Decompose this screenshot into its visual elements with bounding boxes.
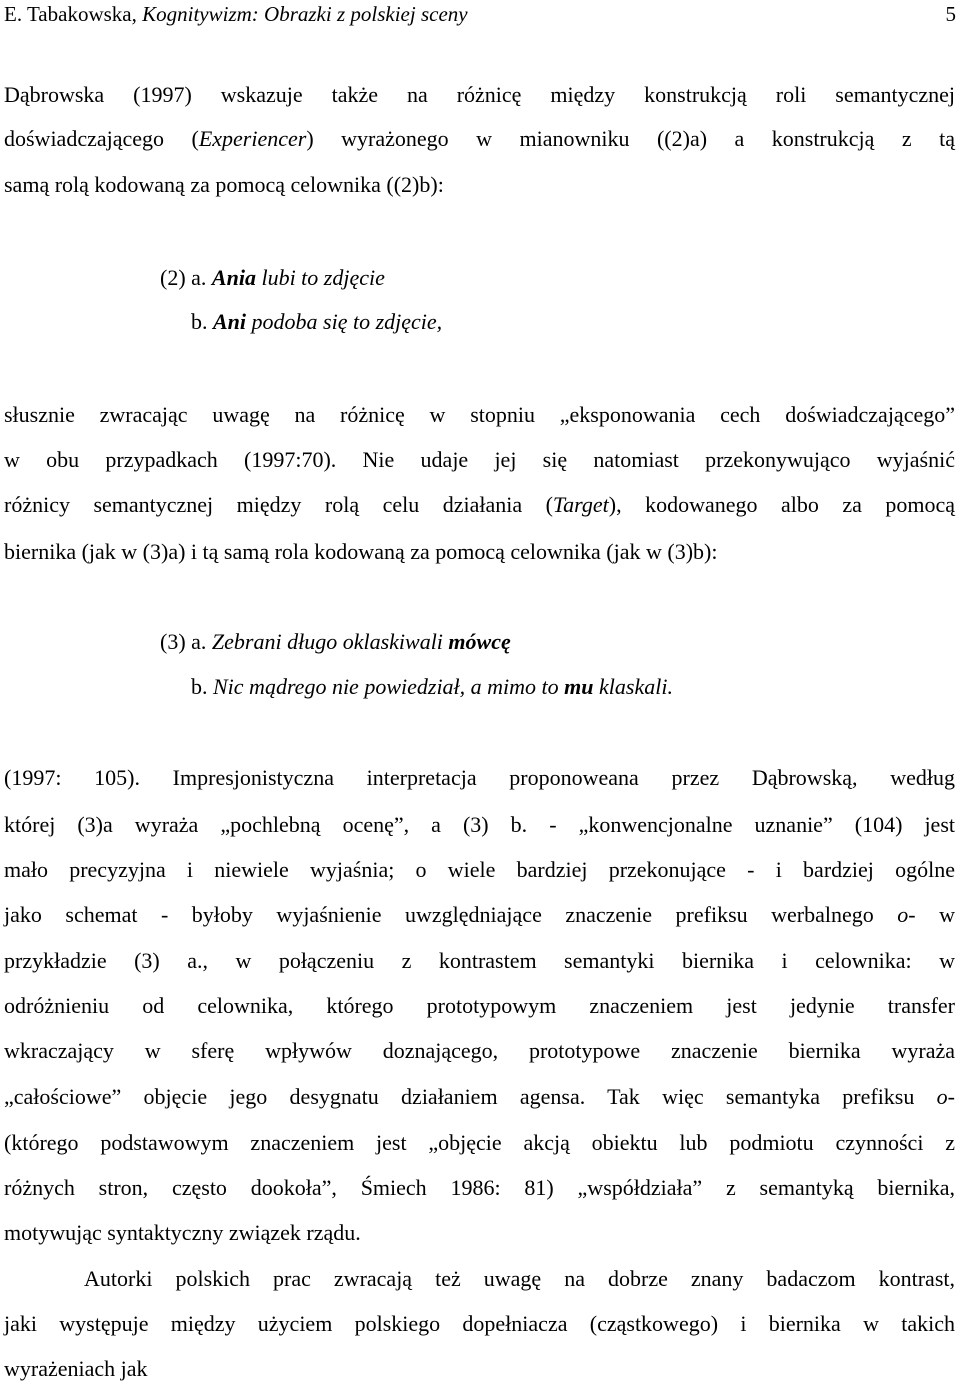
paragraph-2-line-1: słusznie zwracając uwagę na różnicę w stopniu „eksponowania cech doświadczającego” xyxy=(4,402,955,427)
term-target: Target xyxy=(552,492,609,517)
example-3b: b. Nic mądrego nie powiedział, a mimo to mu klaskali. xyxy=(191,674,673,699)
paragraph-1-line-3: samą rolą kodowaną za pomocą celownika ((2)b): xyxy=(4,172,444,197)
paragraph-3-line-5: przykładzie (3) a., w połączeniu z kontrastem semantyki biernika i celownika: w xyxy=(4,948,955,973)
paragraph-4-line-1: Autorki polskich prac zwracają też uwagę na dobrze znany badaczom kontrast, xyxy=(84,1266,955,1291)
paragraph-4-line-2: jaki występuje między użyciem polskiego dopełniacza (cząstkowego) i biernika w takich xyxy=(4,1311,955,1336)
paragraph-1-line-2: doświadczającego (Experiencer) wyrażonego w mianowniku ((2)a) a konstrukcją z tą xyxy=(4,126,956,151)
paragraph-3-line-4: jako schemat - byłoby wyjaśnienie uwzględniające znaczenie prefiksu werbalnego o- w xyxy=(4,902,956,927)
header-title: Kognitywizm: Obrazki z polskiej sceny xyxy=(142,2,468,26)
paragraph-2-line-3: różnicy semantycznej między rolą celu działania (Target), kodowanego albo za pomocą xyxy=(4,492,955,517)
paragraph-3-line-7: wkraczający w sferę wpływów doznającego, prototypowe znaczenie biernika wyraża xyxy=(4,1038,955,1063)
example-2b: b. Ani podoba się to zdjęcie, xyxy=(191,309,443,334)
paragraph-3-line-6: odróżnieniu od celownika, którego prototypowym znaczeniem jest jedynie transfer xyxy=(4,993,955,1018)
paragraph-4-line-3: wyrażeniach jak xyxy=(4,1356,148,1381)
example-2a: (2) a. Ania lubi to zdjęcie xyxy=(160,265,385,290)
paragraph-1-line-1: Dąbrowska (1997) wskazuje także na różnicę między konstrukcją roli semantycznej xyxy=(4,82,955,107)
paragraph-2-line-2: w obu przypadkach (1997:70). Nie udaje jej się natomiast przekonywująco wyjaśnić xyxy=(4,447,955,472)
paragraph-3-line-10: różnych stron, często dookoła”, Śmiech 1986: 81) „współdziała” z semantyką biernika, xyxy=(4,1175,955,1200)
header-author: E. Tabakowska, xyxy=(4,2,137,26)
term-experiencer: Experiencer xyxy=(198,126,307,151)
running-header xyxy=(4,0,956,28)
paragraph-3-line-2: której (3)a wyraża „pochlebną ocenę”, a (3) b. - „konwencjonalne uznanie” (104) jest xyxy=(4,812,955,837)
paragraph-2-line-4: biernika (jak w (3)a) i tą samą rola kodowaną za pomocą celownika (jak w (3)b): xyxy=(4,539,718,564)
paragraph-3-line-11: motywując syntaktyczny związek rządu. xyxy=(4,1220,361,1245)
page-number: 5 xyxy=(945,2,956,26)
example-3a: (3) a. Zebrani długo oklaskiwali mówcę xyxy=(160,629,511,654)
paragraph-3-line-3: mało precyzyjna i niewiele wyjaśnia; o wiele bardziej przekonujące - i bardziej ogólne xyxy=(4,857,955,882)
paragraph-3-line-1: (1997: 105). Impresjonistyczna interpretacja proponoweana przez Dąbrowską, według xyxy=(4,765,955,790)
paragraph-3-line-9: (którego podstawowym znaczeniem jest „objęcie akcją obiektu lub podmiotu czynności z xyxy=(4,1130,955,1155)
paragraph-3-line-8: „całościowe” objęcie jego desygnatu działaniem agensa. Tak więc semantyka prefiksu o- xyxy=(4,1084,955,1109)
